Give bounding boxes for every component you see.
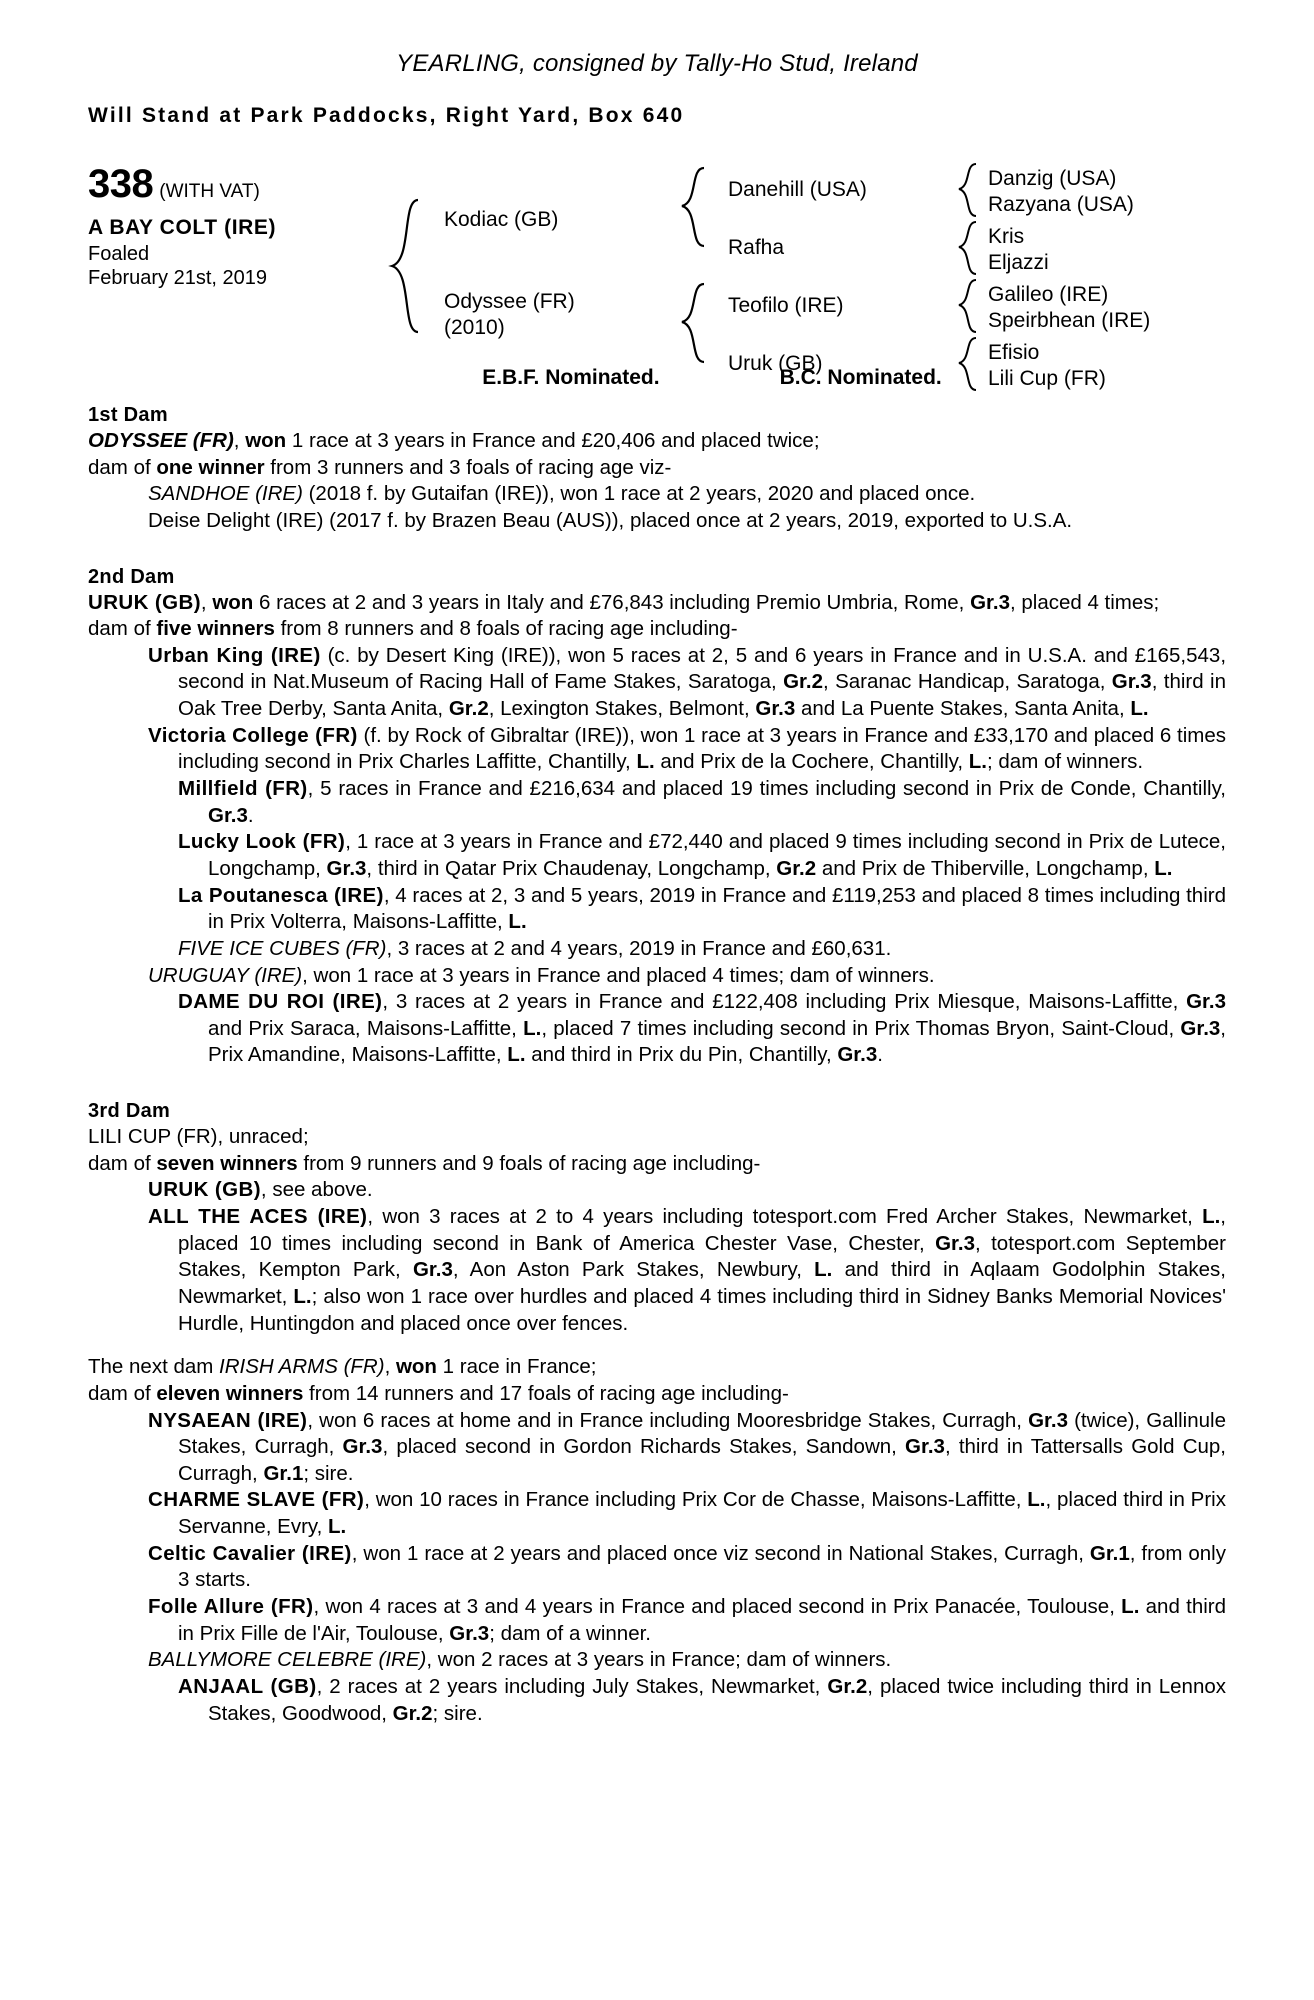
progeny-entry [88, 1408, 1226, 1488]
progeny-entry [88, 1594, 1226, 1647]
third-dam-line [88, 1124, 1226, 1151]
brace-sire-parents [678, 166, 712, 248]
grade-marker: Gr.3 [412, 1258, 453, 1282]
progeny-text: , won 6 races at home and in France including Mooresbridge Stakes, Curragh, Gr.3 (twice), Gallinule Stakes, Curragh, Gr.3, placed second in Gordon Richards Stakes, Sandown, Gr.3, third in Tattersalls Gold Cup, Curragh, Gr.1; sire. [178, 1408, 1227, 1485]
sire-name: Kodiac (GB) [444, 208, 559, 231]
progeny-name: Urban King (IRE) [148, 643, 321, 667]
next-dam-damof [88, 1381, 1226, 1408]
ebf-nominated: E.B.F. Nominated. [482, 366, 660, 389]
first-dam-rest: 1 race at 3 years in France and £20,406 and placed twice; [286, 429, 820, 452]
grade-marker: Gr.2 [783, 670, 823, 694]
foaled-label: Foaled [88, 243, 150, 265]
progeny-name: CHARME SLAVE (FR) [148, 1488, 365, 1512]
progeny-text: , 1 race at 3 years in France and £72,440 and placed 9 times including second in Prix de Lutece, Longchamp, Gr.3, third in Qatar Prix Chaudenay, Longchamp, Gr.2 and Prix de Thiberville, Longchamp, L. [208, 830, 1226, 880]
second-dam-damof [88, 616, 1226, 643]
progeny-text: , won 2 races at 3 years in France; dam of winners. [426, 1648, 892, 1672]
grade-marker: Gr.3 [1186, 990, 1226, 1014]
grade-marker: L. [814, 1258, 833, 1282]
grade-marker: Gr.3 [935, 1231, 975, 1255]
progeny-name: NYSAEAN (IRE) [148, 1408, 308, 1432]
gg-3b: Speirbhean (IRE) [988, 308, 1151, 332]
great-grandparents-3 [988, 282, 1150, 333]
progeny-name: ALL THE ACES (IRE) [148, 1205, 368, 1229]
progeny-text: (2017 f. by Brazen Beau (AUS)), placed once at 2 years, 2019, exported to U.S.A. [323, 508, 1073, 532]
progeny-text: , 5 races in France and £216,634 and placed 19 times including second in Prix de Conde, Chantilly, Gr.3. [208, 777, 1226, 827]
bc-nominated: B.C. Nominated. [779, 366, 942, 389]
gg-1b: Razyana (USA) [988, 192, 1134, 216]
progeny-text: (f. by Rock of Gibraltar (IRE)), won 1 race at 3 years in France and £33,170 and placed 6 times including second in Prix Charles Laffitte, Chantilly, L. and Prix de la Cochere, Chantilly, L.; dam of winners. [178, 723, 1226, 774]
great-grandparents-2 [988, 224, 1049, 275]
first-dam-won: won [245, 429, 287, 452]
damof-rest: from 14 runners and 17 foals of racing age including- [303, 1381, 789, 1405]
consignment-line: YEARLING, consigned by Tally-Ho Stud, Ireland [396, 50, 918, 77]
damof-count: seven winners [156, 1151, 298, 1175]
grade-marker: Gr.3 [449, 1621, 490, 1645]
progeny-name: SANDHOE (IRE) [148, 482, 303, 506]
damof-count: eleven winners [156, 1381, 304, 1405]
progeny-entry [88, 963, 1226, 990]
progeny-text: (c. by Desert King (IRE)), won 5 races at 2, 5 and 6 years in France and in U.S.A. and £165,543, second in Nat.Museum of Racing Hall of Fame Stakes, Saratoga, Gr.2, Saranac Handicap, Saratoga, Gr.3, third in Oak Tree Derby, Santa Anita, Gr.2, Lexington Stakes, Belmont, Gr.3 and La Puente Stakes, Santa Anita, L. [178, 643, 1227, 721]
dam-dam: Uruk (GB) [728, 352, 823, 375]
progeny-name: DAME DU ROI (IRE) [178, 990, 383, 1014]
dam-sire: Teofilo (IRE) [728, 294, 844, 317]
grade-marker: Gr.3 [342, 1435, 383, 1459]
progeny-text: , 3 races at 2 and 4 years, 2019 in France and £60,631. [386, 936, 892, 960]
grade-marker: L. [1130, 697, 1149, 721]
progeny-entry [88, 1487, 1226, 1540]
first-dam-heading: 1st Dam [88, 404, 168, 426]
gg-2a: Kris [988, 225, 1025, 248]
progeny-text: , won 10 races in France including Prix Cor de Chasse, Maisons-Laffitte, L., placed third in Prix Servanne, Evry, L. [178, 1488, 1226, 1539]
second-dam-text: 6 races at 2 and 3 years in Italy and £76,843 including Premio Umbria, Rome, [253, 590, 971, 614]
damof-count: one winner [156, 455, 265, 479]
second-dam-progeny-list [88, 643, 1226, 1069]
progeny-name: URUK (GB) [148, 1178, 261, 1202]
progeny-text: , see above. [260, 1178, 373, 1202]
damof-count: five winners [156, 617, 275, 641]
damof-pre: dam of [88, 617, 157, 641]
lot-details [88, 164, 328, 290]
damof-rest: from 8 runners and 8 foals of racing age including- [274, 617, 738, 641]
grade-marker: Gr.1 [263, 1461, 304, 1485]
second-dam-name: URUK (GB) [88, 590, 201, 614]
progeny-name: ANJAAL (GB) [178, 1674, 317, 1698]
damof-rest: from 3 runners and 3 foals of racing age viz- [264, 455, 672, 479]
dam-name: Odyssee (FR) [444, 290, 575, 313]
great-grandparents-1 [988, 166, 1134, 217]
second-dam-grade: Gr.3 [970, 590, 1010, 614]
lot-number: 338 [88, 162, 154, 206]
grade-marker: Gr.2 [448, 697, 489, 721]
third-dam-text: , unraced; [217, 1125, 309, 1149]
grade-marker: Gr.2 [776, 856, 817, 880]
grade-marker: Gr.3 [1180, 1016, 1221, 1040]
progeny-name: URUGUAY (IRE) [148, 963, 303, 987]
progeny-name: Celtic Cavalier (IRE) [148, 1541, 352, 1565]
second-dam-text2: , placed 4 times; [1009, 590, 1160, 614]
gg-4a: Efisio [988, 341, 1040, 364]
great-grandparents-4 [988, 340, 1106, 391]
first-dam-progeny-1 [88, 481, 1226, 508]
first-dam-progeny-2 [88, 508, 1226, 535]
progeny-text: (2018 f. by Gutaifan (IRE)), won 1 race at 2 years, 2020 and placed once. [302, 482, 976, 506]
progeny-text: , won 4 races at 3 and 4 years in France and placed second in Prix Panacée, Toulouse, L. and third in Prix Fille de l'Air, Toulouse, Gr.3; dam of a winner. [178, 1594, 1227, 1645]
progeny-name: Deise Delight (IRE) [148, 508, 324, 532]
grade-marker: L. [1154, 856, 1173, 880]
next-dam-won: won [395, 1355, 437, 1379]
next-dam-pre: The next dam [88, 1355, 220, 1379]
dam-name-group [444, 290, 575, 340]
progeny-text: , 4 races at 2, 3 and 5 years, 2019 in France and £119,253 and placed 8 times including third in Prix Volterra, Maisons-Laffitte, L. [208, 883, 1226, 934]
progeny-entry [88, 883, 1226, 936]
progeny-name: FIVE ICE CUBES (FR) [178, 936, 387, 960]
progeny-entry [88, 829, 1226, 882]
progeny-name: Lucky Look (FR) [178, 830, 346, 854]
progeny-entry [88, 1177, 1226, 1204]
progeny-entry [88, 643, 1226, 723]
second-dam-heading: 2nd Dam [88, 565, 175, 588]
first-dam-name: ODYSSEE (FR) [88, 429, 234, 452]
second-dam-won: won [212, 590, 254, 614]
progeny-name: BALLYMORE CELEBRE (IRE) [148, 1648, 427, 1672]
third-dam-damof [88, 1151, 1226, 1178]
first-dam-line: ODYSSEE (FR), won 1 race at 3 years in France and £20,406 and placed twice; [88, 429, 820, 452]
progeny-text: , 3 races at 2 years in France and £122,408 including Prix Miesque, Maisons-Laffitte, Gr.3 and Prix Saraca, Maisons-Laffitte, L., placed 7 times including second in Prix Thomas Bryon, Saint-Cloud, Gr.3, Prix Amandine, Maisons-Laffitte, L. and third in Prix du Pin, Chantilly, Gr.3. [208, 990, 1226, 1067]
brace-gg2 [956, 220, 982, 276]
grade-marker: L. [968, 750, 987, 774]
sire-dam: Rafha [728, 236, 785, 259]
grade-marker: Gr.3 [1028, 1408, 1068, 1432]
grade-marker: Gr.3 [1111, 670, 1152, 694]
brace-dam-parents [678, 282, 712, 364]
grade-marker: L. [1202, 1205, 1221, 1229]
progeny-entry [88, 723, 1226, 776]
progeny-text: , won 1 race at 3 years in France and placed 4 times; dam of winners. [302, 963, 935, 987]
progeny-name: La Poutanesca (IRE) [178, 883, 384, 907]
progeny-entry [88, 936, 1226, 963]
damof-rest: from 9 runners and 9 foals of racing age including- [297, 1151, 761, 1175]
brace-sire-dam [388, 198, 428, 334]
brace-gg1 [956, 162, 982, 218]
second-dam-line: URUK (GB), won 6 races at 2 and 3 years in Italy and £76,843 including Premio Umbria, Rome, Gr.3, placed 4 times; [88, 590, 1160, 614]
progeny-entry [88, 1647, 1226, 1674]
grade-marker: L. [1027, 1488, 1046, 1512]
grade-marker: Gr.2 [392, 1701, 433, 1725]
lot-description: A BAY COLT (IRE) [88, 216, 277, 239]
grade-marker: L. [523, 1016, 542, 1040]
progeny-entry [88, 776, 1226, 829]
progeny-text: , won 3 races at 2 to 4 years including totesport.com Fred Archer Stakes, Newmarket, L., placed 10 times including second in Bank of America Chester Vase, Chester, Gr.3, totesport.com September Stakes, Kempton Park, Gr.3, Aon Aston Park Stakes, Newbury, L. and third in Aqlaam Godolphin Stakes, Newmarket, L.; also won 1 race over hurdles and placed 4 times including third in Sidney Banks Memorial Novices' Hurdle, Huntingdon and placed once over fences. [178, 1205, 1226, 1335]
grade-marker: L. [636, 750, 655, 774]
progeny-name: Folle Allure (FR) [148, 1594, 314, 1618]
grade-marker: Gr.3 [326, 856, 367, 880]
grade-marker: Gr.2 [827, 1674, 868, 1698]
sire-name-group [444, 208, 558, 232]
grade-marker: Gr.1 [1089, 1541, 1130, 1565]
grade-marker: L. [293, 1284, 312, 1308]
grade-marker: Gr.3 [905, 1435, 945, 1459]
next-dam-rest: 1 race in France; [436, 1355, 597, 1379]
grade-marker: L. [1121, 1594, 1140, 1618]
grade-marker: Gr.3 [208, 803, 248, 827]
progeny-entry [88, 1674, 1226, 1727]
brace-gg3 [956, 278, 982, 334]
damof-pre: dam of [88, 455, 157, 479]
progeny-entry [88, 1541, 1226, 1594]
grade-marker: Gr.3 [837, 1043, 878, 1067]
progeny-text: , 2 races at 2 years including July Stakes, Newmarket, Gr.2, placed twice including third in Lennox Stakes, Goodwood, Gr.2; sire. [208, 1674, 1226, 1725]
stand-location-line: Will Stand at Park Paddocks, Right Yard, Box 640 [88, 104, 685, 127]
third-dam-heading: 3rd Dam [88, 1100, 171, 1123]
foaled-date: February 21st, 2019 [88, 267, 267, 289]
damof-pre: dam of [88, 1381, 157, 1405]
next-dam-name: IRISH ARMS (FR) [219, 1355, 385, 1379]
first-dam-damof [88, 455, 1226, 482]
gg-2b: Eljazzi [988, 250, 1049, 274]
third-dam-progeny-list [88, 1177, 1226, 1337]
damof-pre: dam of [88, 1151, 157, 1175]
gg-4b: Lili Cup (FR) [988, 366, 1106, 390]
next-dam-progeny-list [88, 1408, 1226, 1728]
progeny-entry [88, 1204, 1226, 1337]
progeny-name: Victoria College (FR) [148, 723, 358, 747]
next-dam-line: The next dam IRISH ARMS (FR), won 1 race in France; [88, 1355, 597, 1379]
gg-1a: Danzig (USA) [988, 167, 1117, 190]
grade-marker: L. [508, 910, 527, 934]
grade-marker: Gr.3 [755, 697, 796, 721]
progeny-name: Millfield (FR) [178, 777, 308, 801]
sire-sire: Danehill (USA) [728, 178, 867, 201]
dam-year: (2010) [444, 316, 505, 339]
third-dam-name: LILI CUP (FR) [88, 1125, 218, 1149]
progeny-entry [88, 989, 1226, 1069]
grade-marker: L. [507, 1043, 526, 1067]
gg-3a: Galileo (IRE) [988, 283, 1109, 306]
grade-marker: L. [328, 1515, 347, 1539]
with-vat-label: (WITH VAT) [159, 181, 260, 202]
brace-gg4 [956, 336, 982, 392]
progeny-text: , won 1 race at 2 years and placed once viz second in National Stakes, Curragh, Gr.1, from only 3 starts. [178, 1541, 1226, 1592]
